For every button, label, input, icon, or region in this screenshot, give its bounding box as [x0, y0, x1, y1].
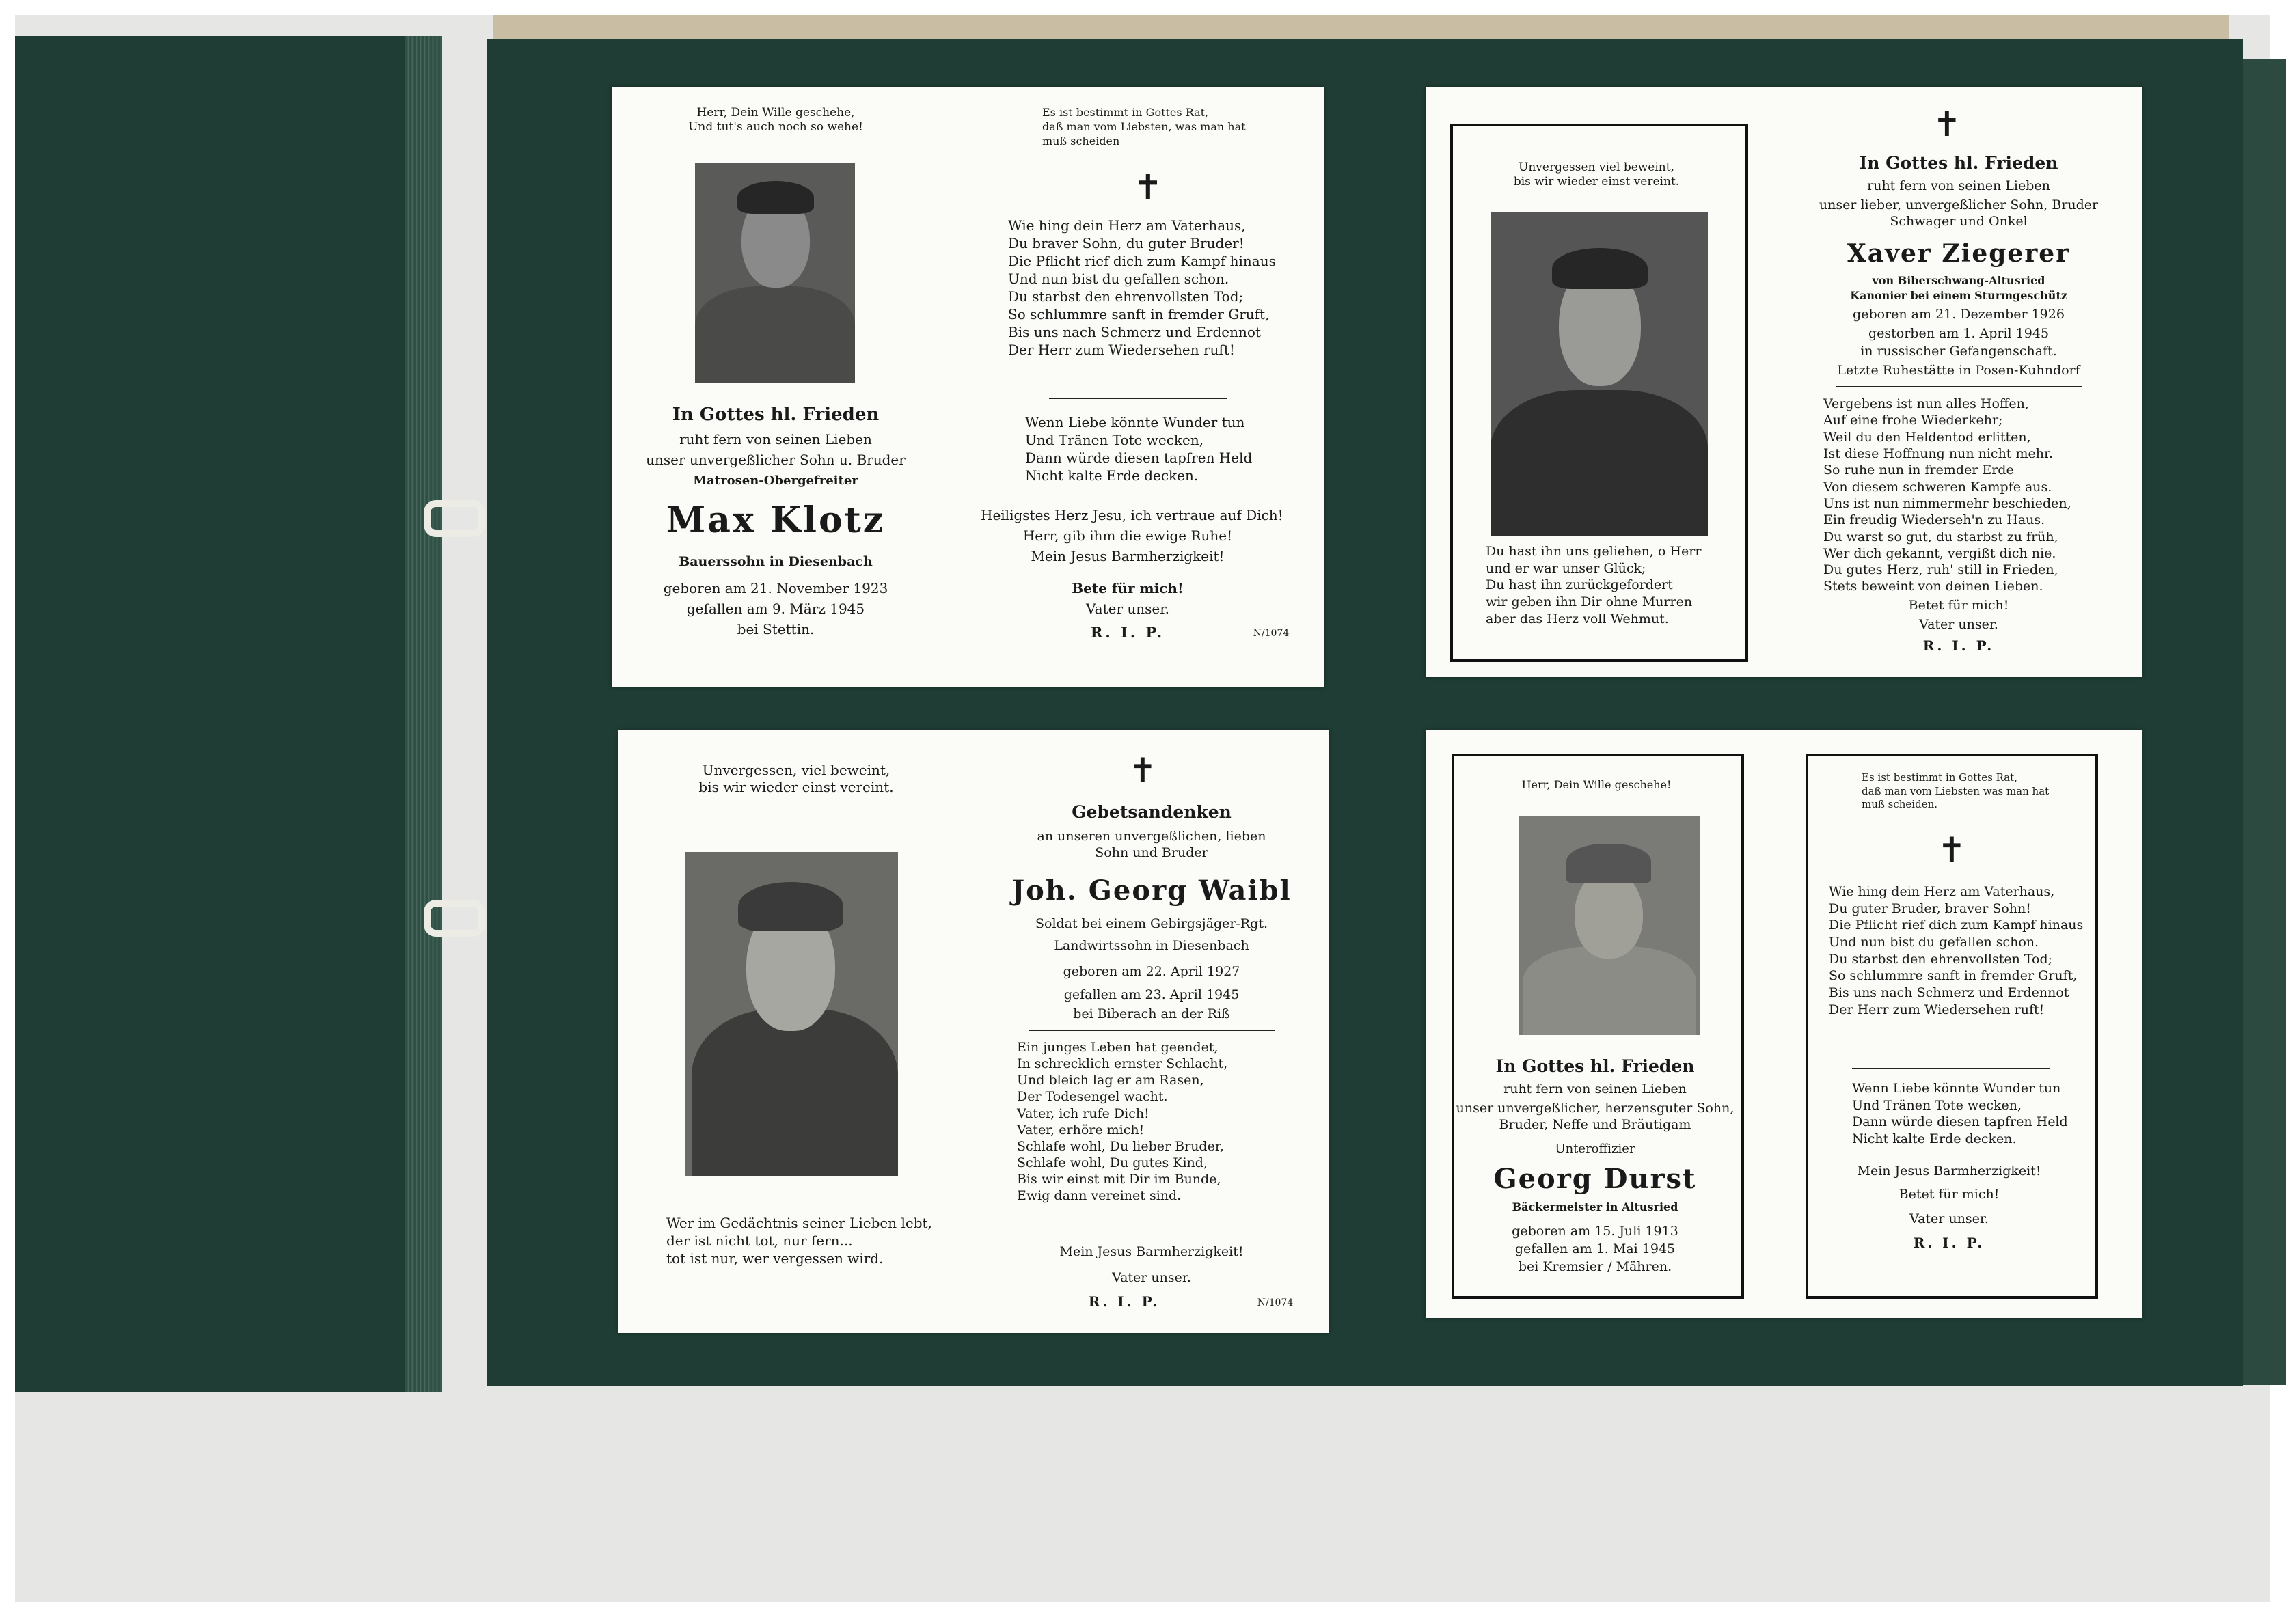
fallen-date: gefallen am 1. Mai 1945	[1514, 1241, 1676, 1256]
rank: Kanonier bei einem Sturmgeschütz	[1850, 289, 2067, 302]
fallen-place: bei Stettin.	[737, 621, 815, 637]
from: von Biberschwang-Altusried	[1872, 274, 2045, 287]
print-code: N/1074	[1253, 628, 1290, 639]
title: Gebetsandenken	[1072, 802, 1232, 822]
album-page	[487, 39, 2243, 1386]
origin: Bäckermeister in Altusried	[1512, 1200, 1678, 1213]
portrait-photo	[695, 163, 855, 383]
rank: Soldat bei einem Gebirgsjäger-Rgt.	[1035, 916, 1268, 931]
relation-line: unser lieber, unvergeßlicher Sohn, Bruder Schwager und Onkel	[1819, 197, 2099, 229]
poem: Vergebens ist nun alles Hoffen, Auf eine frohe Wiederkehr; Weil du den Heldentod erlitten, Ist diese Hoffnung nun nicht mehr. So ruhe nun in fremder Erde Von diesem schweren Kampfe aus. Uns ist nun nimmermehr beschieden, Ein freudig Wiederseh'n zu Haus. Du warst so gut, du starbst zu früh, Wer dich gekannt, vergißt dich nie. Du gutes Herz, ruh' still in Frieden, Stets beweint von deinen Lieben.	[1823, 396, 2071, 594]
origin: Bauerssohn in Diesenbach	[679, 554, 873, 569]
bete-line: Bete für mich!	[1072, 580, 1184, 596]
cross-icon: ✝	[1937, 830, 1966, 870]
fallen-place: bei Biberach an der Riß	[1073, 1006, 1230, 1021]
relation-line: unser unvergeßlicher, herzensguter Sohn, Bruder, Neffe und Bräutigam	[1456, 1101, 1734, 1132]
fallen-date: gefallen am 23. April 1945	[1063, 987, 1240, 1002]
divider	[1029, 1030, 1275, 1031]
verse: Wer im Gedächtnis seiner Lieben lebt, der ist nicht tot, nur fern... tot ist nur, wer vergessen wird.	[666, 1215, 932, 1267]
prayer: Heiligstes Herz Jesu, ich vertraue auf Dich! Herr, gib ihm die ewige Ruhe! Mein Jesus Barmherzigkeit!	[981, 507, 1283, 564]
right-motto: Es ist bestimmt in Gottes Rat, daß man vom Liebsten, was man hat muß scheiden	[1042, 106, 1246, 148]
rests-line: ruht fern von seinen Lieben	[679, 431, 872, 448]
subtitle: an unseren unvergeßlichen, lieben Sohn und Bruder	[1037, 829, 1266, 860]
poem: Ein junges Leben hat geendet, In schrecklich ernster Schlacht, Und bleich lag er am Rasen, Der Todesengel wacht. Vater, ich rufe Dich! Vater, erhöre mich! Schlafe wohl, Du lieber Bruder, Schlafe wohl, Du gutes Kind, Bis wir einst mit Dir im Bunde, Ewig dann vereinet sind.	[1017, 1040, 1228, 1204]
divider	[1049, 398, 1227, 399]
rip: R. I. P.	[1913, 1235, 1985, 1251]
poem-2: Wenn Liebe könnte Wunder tun Und Tränen Tote wecken, Dann würde diesen tapfren Held Nicht kalte Erde decken.	[1025, 414, 1253, 484]
relation-line: unser unvergeßlicher Sohn u. Bruder	[646, 452, 906, 468]
born-date: geboren am 22. April 1927	[1063, 964, 1240, 979]
died-date: gestorben am 1. April 1945	[1868, 326, 2050, 341]
deceased-name: Max Klotz	[666, 499, 886, 541]
left-album-block	[15, 36, 442, 1392]
prayer: Mein Jesus Barmherzigkeit!	[1857, 1164, 2041, 1179]
poem-2: Wenn Liebe könnte Wunder tun Und Tränen Tote wecken, Dann würde diesen tapfren Held Nicht kalte Erde decken.	[1852, 1081, 2068, 1147]
born-date: geboren am 15. Juli 1913	[1512, 1224, 1678, 1239]
scan-background	[15, 15, 2270, 1602]
cross-icon: ✝	[1133, 167, 1163, 208]
vater-unser: Vater unser.	[1086, 601, 1169, 617]
portrait-photo	[685, 852, 898, 1176]
deceased-name: Joh. Georg Waibl	[1011, 875, 1292, 907]
deceased-name: Georg Durst	[1493, 1163, 1697, 1195]
left-motto: Herr, Dein Wille geschehe!	[1521, 778, 1672, 791]
portrait-photo	[1519, 816, 1700, 1035]
prayer: Mein Jesus Barmherzigkeit!	[1059, 1244, 1244, 1259]
verse: Du hast ihn uns geliehen, o Herr und er war unser Glück; Du hast ihn zurückgefordert wir geben ihn Dir ohne Murren aber das Herz voll Wehmut.	[1486, 544, 1702, 627]
divider	[1836, 386, 2082, 387]
rests-line: ruht fern von seinen Lieben	[1503, 1082, 1687, 1097]
cross-icon: ✝	[1128, 751, 1157, 790]
memorial-card-georg-durst	[1426, 730, 2142, 1318]
memorial-card-xaver-ziegerer	[1426, 87, 2142, 677]
album-rim	[2243, 59, 2286, 1385]
poem-1: Wie hing dein Herz am Vaterhaus, Du braver Sohn, du guter Bruder! Die Pflicht rief dich zum Kampf hinaus Und nun bist du gefallen schon. Du starbst den ehrenvollsten Tod; So schlummre sanft in fremder Gruft, Bis uns nach Schmerz und Erdennot Der Herr zum Wiedersehen ruft!	[1008, 217, 1276, 358]
vater-unser: Vater unser.	[1919, 617, 1998, 632]
betet-line: Betet für mich!	[1899, 1187, 2000, 1202]
fallen-place: bei Kremsier / Mähren.	[1518, 1259, 1672, 1274]
frieden-heading: In Gottes hl. Frieden	[1859, 153, 2058, 173]
binding-cord-top	[424, 500, 485, 537]
fallen-date: gefallen am 9. März 1945	[686, 601, 865, 617]
cross-icon: ✝	[1933, 105, 1961, 144]
portrait-photo	[1491, 212, 1708, 536]
motto: Unvergessen viel beweint, bis wir wieder einst vereint.	[1513, 161, 1680, 189]
vater-unser: Vater unser.	[1112, 1270, 1191, 1285]
poem-1: Wie hing dein Herz am Vaterhaus, Du guter Bruder, braver Sohn! Die Pflicht rief dich zum Kampf hinaus Und nun bist du gefallen schon. Du starbst den ehrenvollsten Tod; So schlummre sanft in fremder Gruft, Bis uns nach Schmerz und Erdennot Der Herr zum Wiedersehen ruft!	[1829, 884, 2084, 1017]
rip: R. I. P.	[1090, 624, 1165, 641]
divider	[1852, 1068, 2050, 1069]
print-code: N/1074	[1257, 1297, 1294, 1308]
left-motto: Herr, Dein Wille geschehe, Und tut's auch noch so wehe!	[688, 106, 863, 135]
origin: Landwirtssohn in Diesenbach	[1054, 938, 1249, 953]
deceased-name: Xaver Ziegerer	[1847, 239, 2071, 268]
rank: Unteroffizier	[1555, 1142, 1635, 1156]
rank: Matrosen-Obergefreiter	[693, 473, 858, 488]
frieden-heading: In Gottes hl. Frieden	[672, 404, 880, 425]
born-date: geboren am 21. Dezember 1926	[1853, 307, 2065, 322]
captivity: in russischer Gefangenschaft.	[1860, 344, 2057, 359]
vater-unser: Vater unser.	[1909, 1211, 1989, 1226]
betet-line: Betet für mich!	[1908, 598, 2009, 613]
page-edges	[405, 36, 442, 1392]
memorial-card-max-klotz	[612, 87, 1324, 687]
rip: R. I. P.	[1922, 637, 1995, 654]
born-date: geboren am 21. November 1923	[663, 580, 888, 596]
binding-cord-bottom	[424, 900, 485, 937]
frieden-heading: In Gottes hl. Frieden	[1495, 1056, 1695, 1076]
motto: Unvergessen, viel beweint, bis wir wieder einst vereint.	[698, 762, 894, 795]
right-motto: Es ist bestimmt in Gottes Rat, daß man vom Liebsten was man hat muß scheiden.	[1862, 771, 2050, 810]
resting-place: Letzte Ruhestätte in Posen-Kuhndorf	[1837, 363, 2080, 378]
rests-line: ruht fern von seinen Lieben	[1867, 178, 2050, 193]
memorial-card-georg-waibl	[618, 730, 1329, 1333]
rip: R. I. P.	[1088, 1293, 1160, 1310]
